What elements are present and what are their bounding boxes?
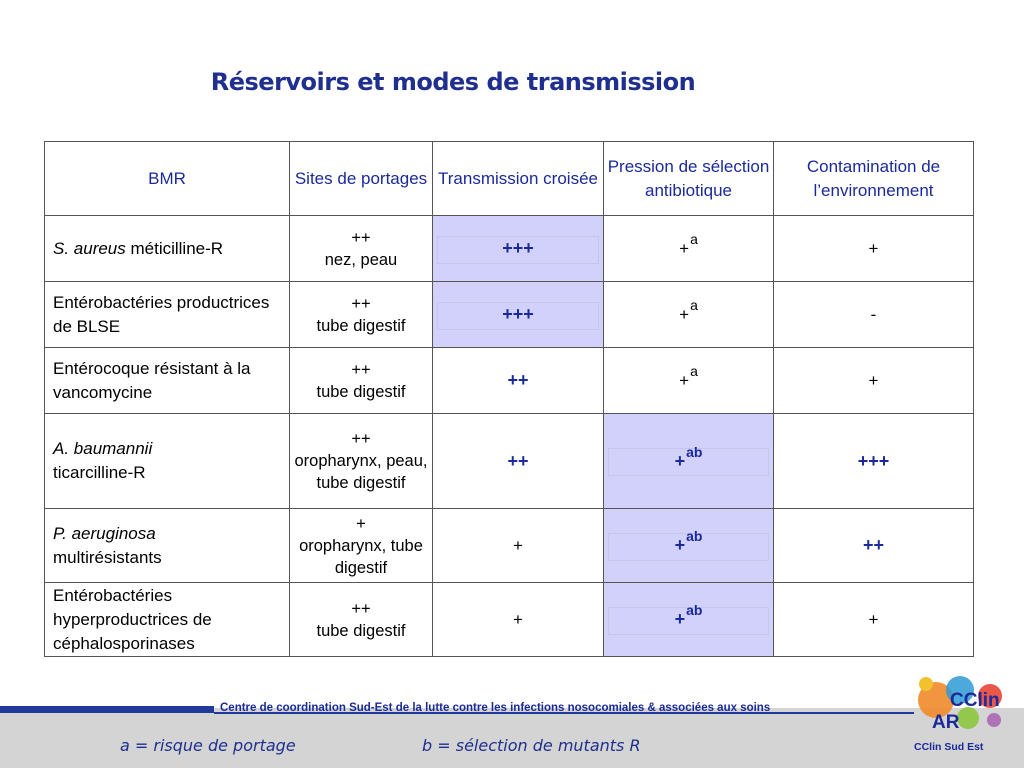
site-cell: ++ oropharynx, peau, tube digestif — [290, 414, 433, 509]
transmission-cell: + — [433, 583, 604, 657]
bmr-name: Entérobactéries hyperproductrices de céphalosporinases — [45, 583, 290, 657]
header-pression: Pression de sélection antibiotique — [604, 142, 774, 216]
table-row — [45, 216, 974, 282]
pression-cell: +$^{ab}$ — [604, 583, 774, 657]
header-sites: Sites de portages — [290, 142, 433, 216]
pression-cell: +$^{ab}$ — [604, 414, 774, 509]
bmr-name: A. baumannii ticarcilline-R — [45, 414, 290, 509]
transmission-cell: +++ — [433, 216, 604, 282]
site-cell: ++ nez, peau — [290, 216, 433, 282]
transmission-table — [44, 141, 974, 657]
pression-cell: +$^a$ — [604, 216, 774, 282]
site-cell: + oropharynx, tube digestif — [290, 509, 433, 583]
site-cell: ++ tube digestif — [290, 583, 433, 657]
logo-text-top: CClin — [950, 690, 1000, 711]
contamination-cell: + — [774, 348, 974, 414]
table-row — [45, 509, 974, 583]
bmr-name: P. aeruginosa multirésistants — [45, 509, 290, 583]
table-row — [45, 583, 974, 657]
footer-rule — [0, 706, 214, 713]
header-bmr: BMR — [45, 142, 290, 216]
bmr-name: S. aureus méticilline-R — [45, 216, 290, 282]
bmr-name: Entérocoque résistant à la vancomycine — [45, 348, 290, 414]
pression-cell: +$^{ab}$ — [604, 509, 774, 583]
header-transmission: Transmission croisée — [433, 142, 604, 216]
transmission-cell: ++ — [433, 414, 604, 509]
logo-purple-shape — [987, 713, 1001, 727]
cclin-logo — [906, 666, 1018, 758]
bmr-name: Entérobactéries productrices de BLSE — [45, 282, 290, 348]
site-cell: ++ tube digestif — [290, 348, 433, 414]
transmission-cell: +++ — [433, 282, 604, 348]
table-row — [45, 414, 974, 509]
legend-a: a = risque de portage — [120, 736, 296, 755]
contamination-cell: - — [774, 282, 974, 348]
contamination-cell: + — [774, 583, 974, 657]
contamination-cell: +++ — [774, 414, 974, 509]
logo-text-bottom: CClin Sud Est — [914, 741, 984, 753]
page-title: Réservoirs et modes de transmission — [210, 68, 696, 96]
site-cell: ++ tube digestif — [290, 282, 433, 348]
contamination-cell: ++ — [774, 509, 974, 583]
contamination-cell: + — [774, 216, 974, 282]
legend-b: b = sélection de mutants R — [422, 736, 641, 755]
pression-cell: +$^a$ — [604, 282, 774, 348]
table-header-row — [45, 142, 974, 216]
transmission-cell: + — [433, 509, 604, 583]
logo-text-mid: AR — [932, 712, 960, 733]
header-contamination: Contamination de l’environnement — [774, 142, 974, 216]
logo-yellow-shape — [919, 677, 933, 691]
table-row — [45, 282, 974, 348]
transmission-cell: ++ — [433, 348, 604, 414]
table-row — [45, 348, 974, 414]
footer-organization: Centre de coordination Sud-Est de la lutte contre les infections nosocomiales & associées aux soins — [220, 702, 771, 714]
pression-cell: +$^a$ — [604, 348, 774, 414]
